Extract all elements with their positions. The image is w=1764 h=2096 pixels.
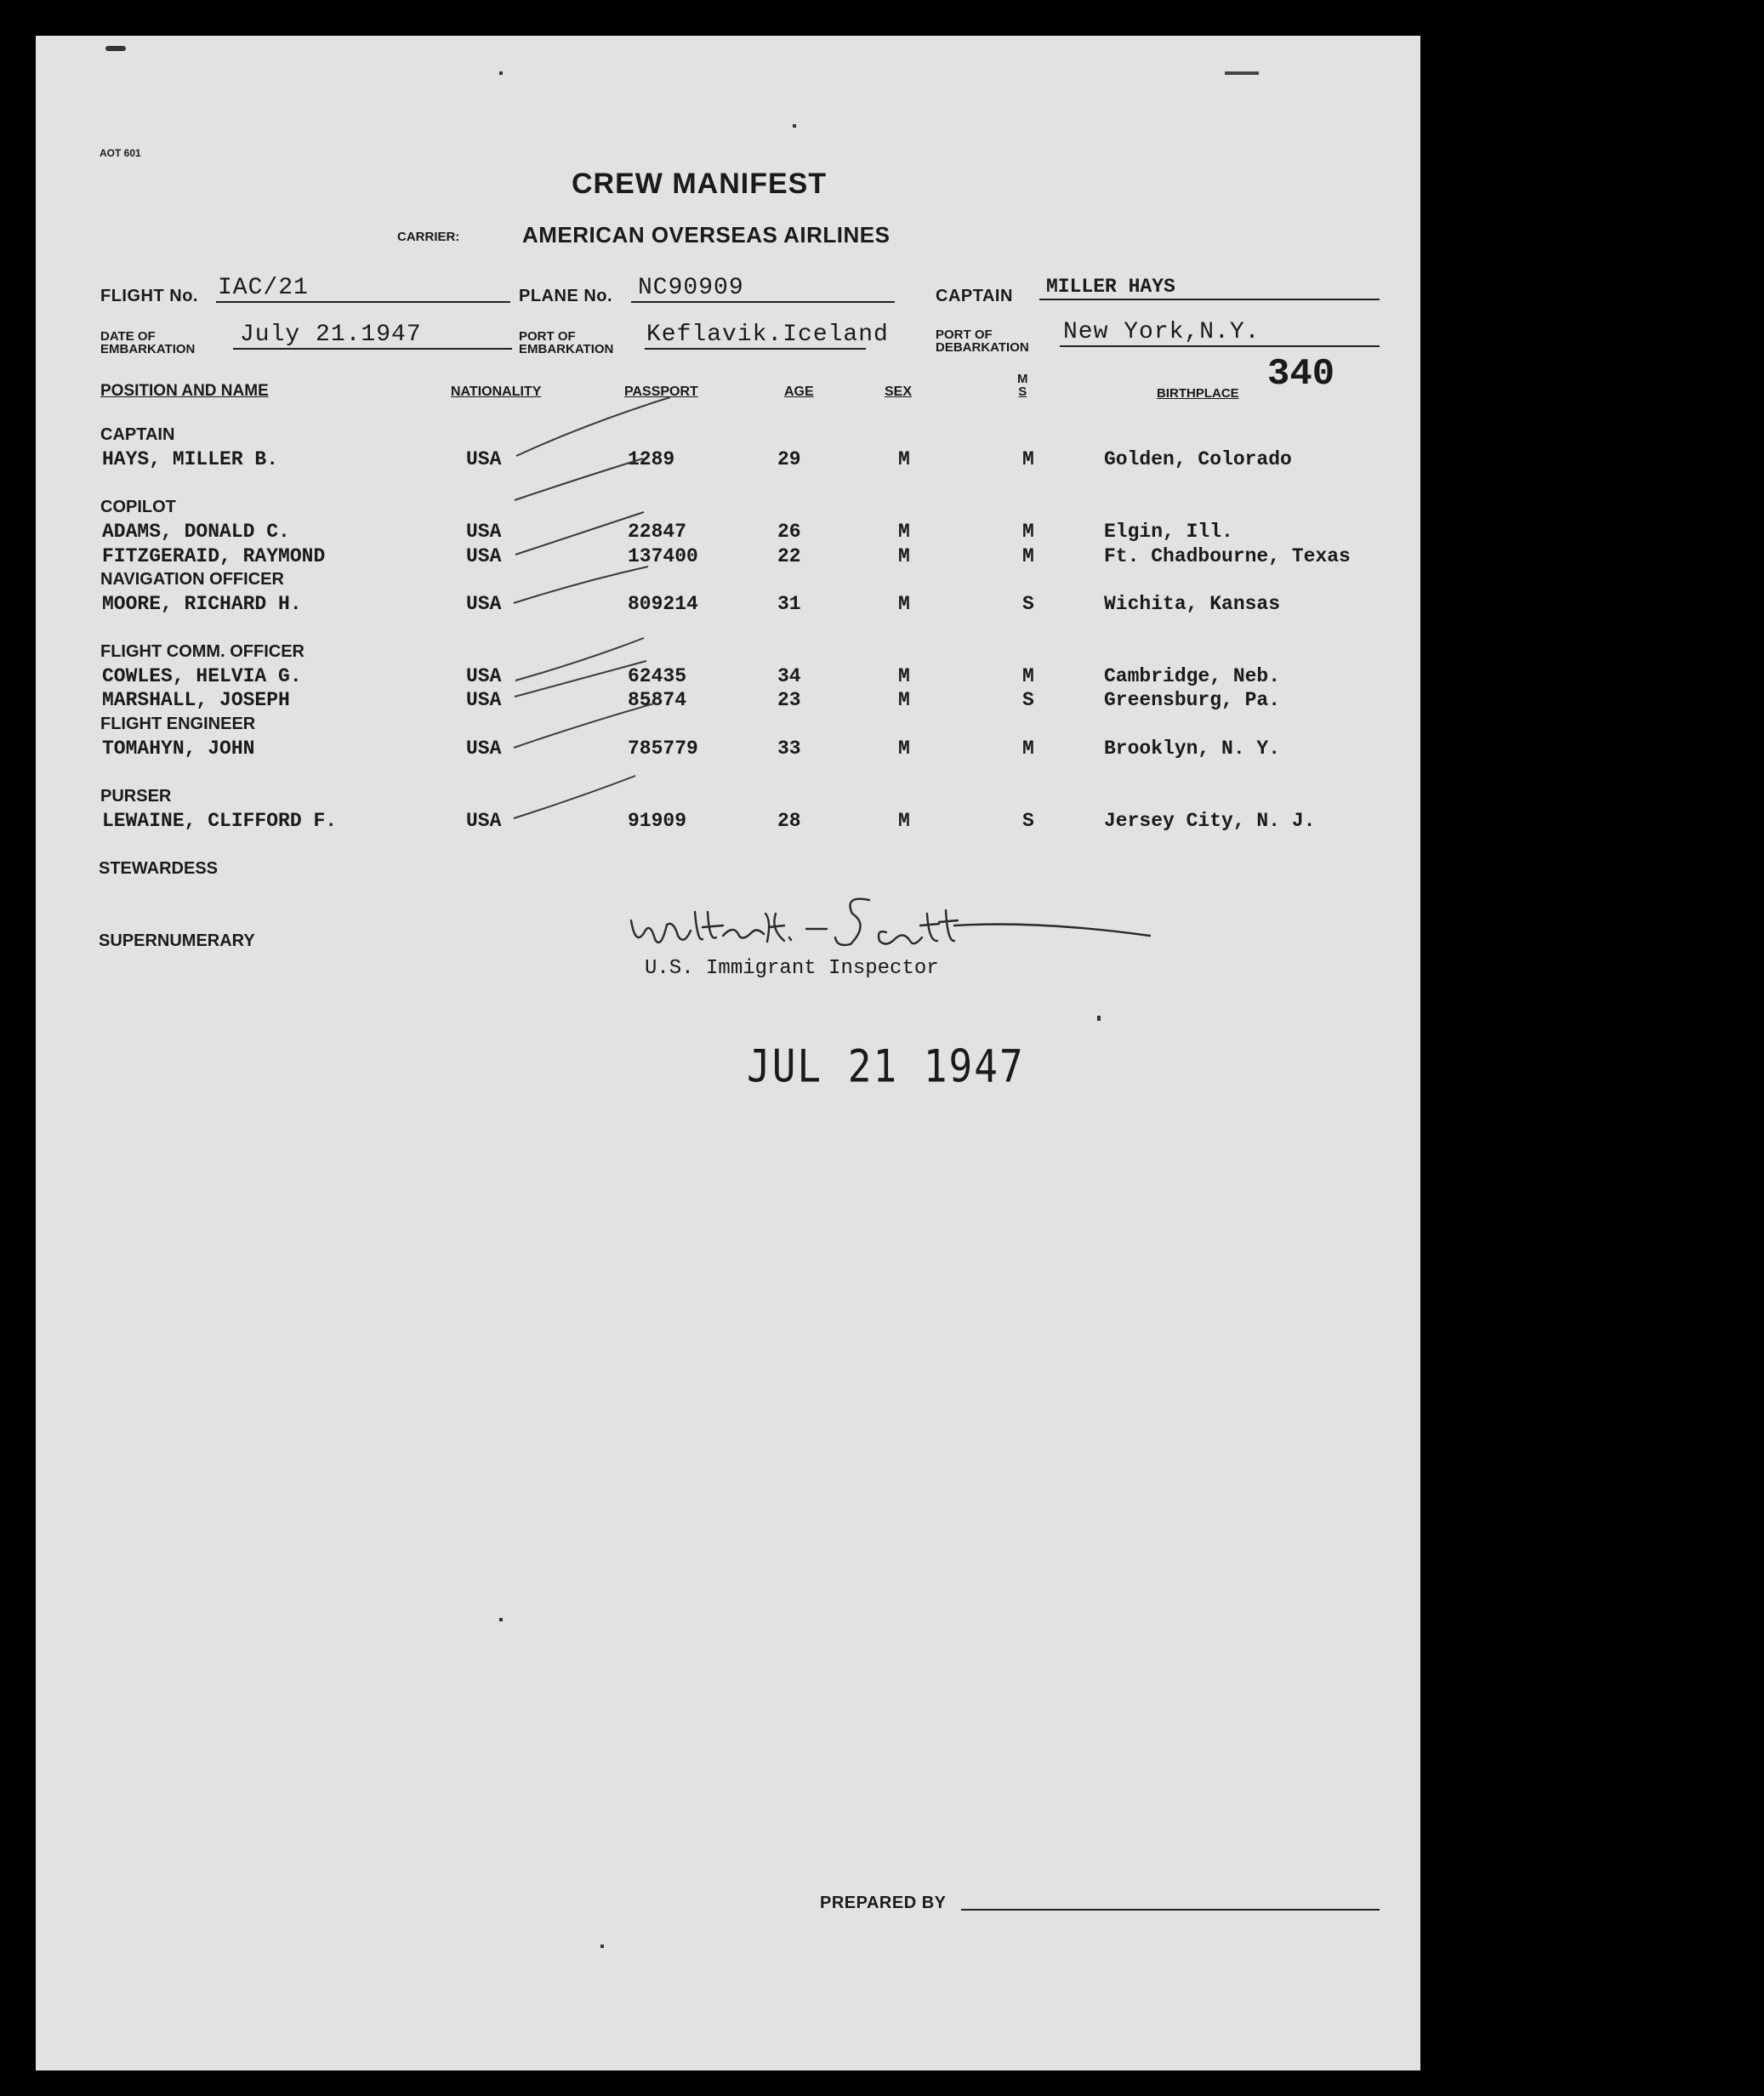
manifest-page: [36, 36, 1420, 2070]
cell-nationality: USA: [466, 448, 502, 470]
cell-birthplace: Wichita, Kansas: [1104, 593, 1281, 615]
cell-nationality: USA: [466, 665, 502, 687]
cell-birthplace: Ft. Chadbourne, Texas: [1104, 545, 1351, 567]
cell-passport: 85874: [628, 689, 687, 711]
cell-age: 26: [777, 521, 801, 543]
cell-nationality: USA: [466, 810, 502, 832]
category-engineer: FLIGHT ENGINEER: [100, 715, 256, 733]
cell-nationality: USA: [466, 593, 502, 615]
col-sex: SEX: [885, 384, 913, 399]
cell-nationality: USA: [466, 521, 502, 543]
cell-age: 22: [777, 545, 801, 567]
cell-sex: M: [898, 448, 910, 470]
form-code: AOT 601: [100, 147, 141, 159]
cell-passport: 137400: [628, 545, 698, 567]
cell-passport: 809214: [628, 593, 698, 615]
cell-name: HAYS, MILLER B.: [102, 448, 279, 470]
cell-sex: M: [898, 738, 910, 760]
speck: [1097, 1016, 1101, 1021]
cell-name: ADAMS, DONALD C.: [102, 521, 290, 543]
cell-sex: M: [898, 810, 910, 832]
stamp-number: 340: [1267, 353, 1335, 396]
captain-label: CAPTAIN: [936, 287, 1013, 305]
carrier-name: AMERICAN OVERSEAS AIRLINES: [522, 222, 891, 248]
cell-ms: S: [1022, 593, 1034, 615]
check-marks: [36, 36, 1420, 971]
date-label: DATE OF EMBARKATION: [100, 329, 196, 356]
cell-name: FITZGERAID, RAYMOND: [102, 545, 326, 567]
cell-name: COWLES, HELVIA G.: [102, 665, 302, 687]
plane-number: NC90909: [638, 275, 744, 301]
cell-ms: S: [1022, 810, 1034, 832]
inspector-signature: [614, 869, 1158, 963]
col-position: POSITION AND NAME: [100, 382, 269, 400]
cell-sex: M: [898, 545, 910, 567]
cell-ms: M: [1022, 521, 1034, 543]
cell-sex: M: [898, 689, 910, 711]
cell-age: 29: [777, 448, 801, 470]
cell-age: 23: [777, 689, 801, 711]
cell-sex: M: [898, 593, 910, 615]
cell-nationality: USA: [466, 545, 502, 567]
cell-birthplace: Cambridge, Neb.: [1104, 665, 1281, 687]
port-embarkation: Keflavik.Iceland: [646, 322, 889, 348]
speck: [600, 1945, 604, 1948]
col-age: AGE: [784, 384, 814, 399]
cell-age: 31: [777, 593, 801, 615]
cell-ms: M: [1022, 665, 1034, 687]
col-nationality: NATIONALITY: [451, 384, 542, 399]
cell-ms: M: [1022, 448, 1034, 470]
cell-birthplace: Jersey City, N. J.: [1104, 810, 1316, 832]
date-stamp: JUL 21 1947: [747, 1039, 1025, 1093]
cell-ms: M: [1022, 545, 1034, 567]
plane-label: PLANE No.: [519, 287, 613, 305]
prepared-by-underline: [961, 1909, 1380, 1911]
category-copilot: COPILOT: [100, 498, 176, 516]
port-debarkation: New York,N.Y.: [1063, 319, 1260, 345]
col-passport: PASSPORT: [624, 384, 698, 399]
cell-age: 28: [777, 810, 801, 832]
cell-sex: M: [898, 665, 910, 687]
carrier-label: CARRIER:: [397, 230, 460, 244]
category-supernumerary: SUPERNUMERARY: [99, 931, 255, 950]
cell-name: MOORE, RICHARD H.: [102, 593, 302, 615]
speck: [793, 124, 796, 128]
cell-nationality: USA: [466, 689, 502, 711]
cell-name: TOMAHYN, JOHN: [102, 738, 255, 760]
cell-ms: M: [1022, 738, 1034, 760]
page-title: CREW MANIFEST: [572, 168, 828, 200]
embarkation-date: July 21.1947: [240, 322, 422, 348]
port-debarkation-label: PORT OF DEBARKATION: [936, 328, 1029, 355]
inspector-title: U.S. Immigrant Inspector: [645, 957, 939, 980]
captain-name: MILLER HAYS: [1046, 276, 1175, 298]
cell-passport: 785779: [628, 738, 698, 760]
cell-birthplace: Golden, Colorado: [1104, 448, 1292, 470]
category-purser: PURSER: [100, 787, 172, 806]
category-comm-officer: FLIGHT COMM. OFFICER: [100, 642, 304, 661]
flight-number: IAC/21: [218, 275, 309, 301]
speck: [499, 1618, 503, 1621]
speck: [499, 71, 503, 75]
prepared-by-label: PREPARED BY: [820, 1894, 947, 1912]
cell-birthplace: Elgin, Ill.: [1104, 521, 1233, 543]
cell-nationality: USA: [466, 738, 502, 760]
category-stewardess: STEWARDESS: [99, 859, 219, 878]
col-marital-status: M S: [1017, 372, 1028, 399]
col-birthplace: BIRTHPLACE: [1157, 386, 1239, 401]
cell-passport: 62435: [628, 665, 687, 687]
cell-birthplace: Brooklyn, N. Y.: [1104, 738, 1281, 760]
cell-age: 33: [777, 738, 801, 760]
cell-passport: 22847: [628, 521, 687, 543]
speck: [1225, 71, 1259, 75]
category-navigation: NAVIGATION OFFICER: [100, 570, 284, 589]
cell-age: 34: [777, 665, 801, 687]
category-captain: CAPTAIN: [100, 425, 175, 444]
speck: [105, 46, 126, 51]
cell-name: MARSHALL, JOSEPH: [102, 689, 290, 711]
cell-passport: 1289: [628, 448, 675, 470]
cell-passport: 91909: [628, 810, 687, 832]
flight-label: FLIGHT No.: [100, 287, 198, 305]
cell-ms: S: [1022, 689, 1034, 711]
cell-birthplace: Greensburg, Pa.: [1104, 689, 1281, 711]
cell-sex: M: [898, 521, 910, 543]
port-embarkation-label: PORT OF EMBARKATION: [519, 329, 614, 356]
cell-name: LEWAINE, CLIFFORD F.: [102, 810, 338, 832]
